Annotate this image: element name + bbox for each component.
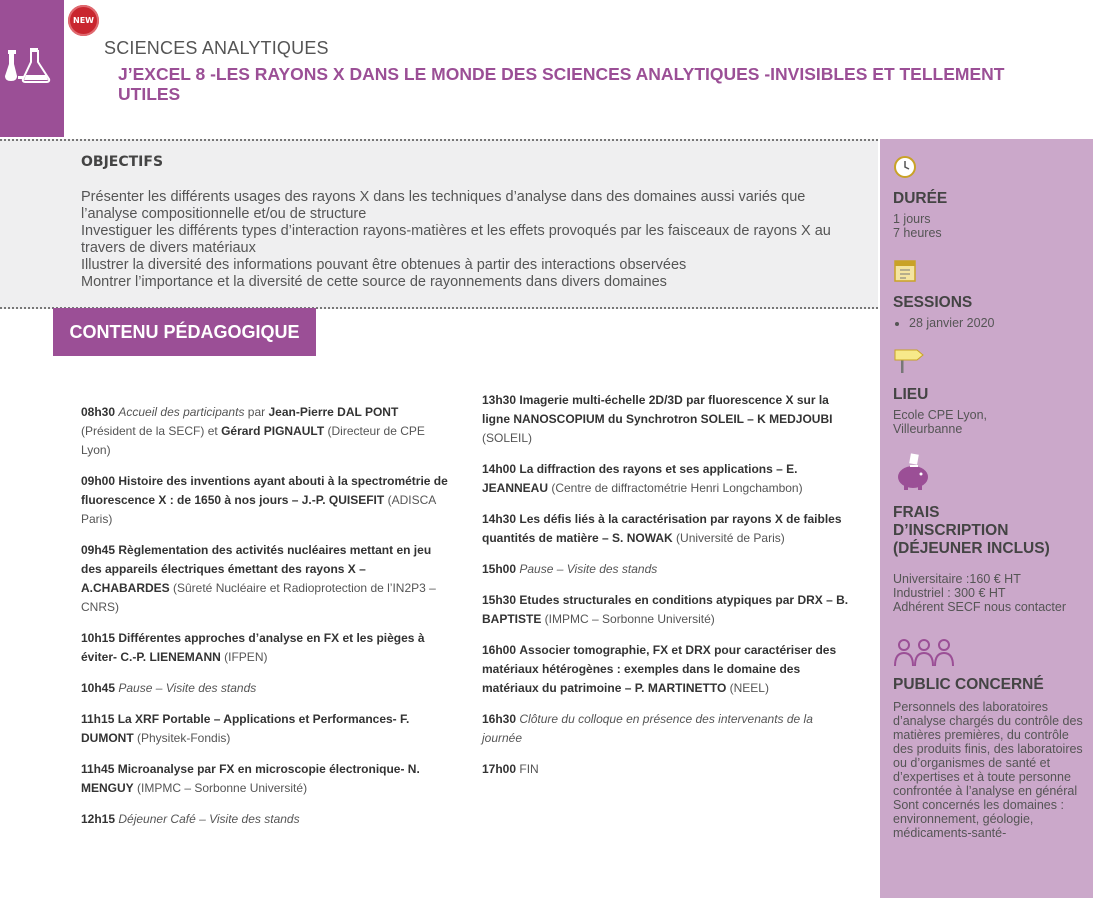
category-label: SCIENCES ANALYTIQUES bbox=[104, 38, 329, 58]
program-entry bbox=[81, 760, 453, 798]
program-entry bbox=[81, 710, 453, 748]
program-entry bbox=[81, 810, 453, 829]
program-entry bbox=[482, 710, 854, 748]
objectives-section bbox=[0, 139, 878, 309]
signpost-icon bbox=[893, 347, 925, 373]
frais-title-3: (DÉJEUNER INCLUS) bbox=[893, 540, 1050, 557]
program-time: 11h45 bbox=[81, 762, 115, 776]
program-entry bbox=[482, 460, 854, 498]
program-text: (IMPMC – Sorbonne Université) bbox=[133, 781, 308, 795]
program-text: La XRF Portable – Applications et Performances- F. DUMONT bbox=[81, 712, 410, 745]
lieu-city: Villeurbanne bbox=[893, 422, 963, 436]
duree-title: DURÉE bbox=[893, 190, 948, 207]
program-text: Jean-Pierre DAL PONT bbox=[268, 405, 399, 419]
program-text: Imagerie multi-échelle 2D/3D par fluorescence X sur la ligne NANOSCOPIUM du Synchrotron SOLEIL – K MEDJOUBI bbox=[482, 393, 833, 426]
objective-item: Montrer l’importance et la diversité de cette source de rayonnements dans divers domaines bbox=[81, 274, 667, 290]
program-text: (Président de la SECF) et bbox=[81, 424, 222, 438]
program-entry bbox=[81, 629, 453, 667]
program-entry bbox=[81, 472, 453, 529]
sessions-section bbox=[893, 257, 1088, 330]
program-time: 17h00 bbox=[482, 762, 517, 776]
program-text: (Sûreté Nucléaire et Radioprotection de l’IN2P3 – CNRS) bbox=[81, 581, 436, 614]
program-entry bbox=[81, 541, 453, 617]
program-text: Déjeuner Café – Visite des stands bbox=[118, 812, 300, 826]
session-date: • 28 janvier 2020 bbox=[909, 316, 1088, 330]
program-time: 14h00 bbox=[482, 462, 517, 476]
calendar-icon bbox=[893, 257, 917, 283]
program-text: (ADISCA Paris) bbox=[81, 493, 436, 526]
program-text: (Centre de diffractométrie Henri Longchambon) bbox=[548, 481, 803, 495]
program-text: (IMPMC – Sorbonne Université) bbox=[541, 612, 715, 626]
program-text: Différentes approches d’analyse en FX et les pièges à éviter- C.-P. LIENEMANN bbox=[81, 631, 425, 664]
program-entry bbox=[482, 591, 854, 629]
program-column-left bbox=[81, 403, 453, 841]
program-time: 15h00 bbox=[482, 562, 517, 576]
frais-section bbox=[893, 451, 1088, 614]
program-text: (Directeur de CPE Lyon) bbox=[81, 424, 425, 457]
program-text: Etudes structurales en conditions atypiques par DRX – B. BAPTISTE bbox=[482, 593, 849, 626]
frais-title-2: D’INSCRIPTION bbox=[893, 522, 1009, 539]
people-icon bbox=[893, 637, 955, 667]
program-text: par bbox=[244, 405, 269, 419]
duree-section bbox=[893, 155, 1088, 240]
program-text: Pause – Visite des stands bbox=[118, 681, 257, 695]
program-time: 08h30 bbox=[81, 405, 116, 419]
lieu-place: Ecole CPE Lyon, bbox=[893, 408, 988, 422]
program-text: (SOLEIL) bbox=[482, 431, 533, 445]
frais-adherent: Adhérent SECF nous contacter bbox=[893, 600, 1067, 614]
objectives-list bbox=[81, 189, 851, 291]
program-time: 10h45 bbox=[81, 681, 116, 695]
new-badge: NEW bbox=[68, 5, 99, 36]
info-sidebar bbox=[880, 139, 1093, 898]
objective-item: Illustrer la diversité des informations pouvant être obtenues à partir des interactions observées bbox=[81, 257, 687, 273]
program-time: 13h30 bbox=[482, 393, 517, 407]
program-time: 16h30 bbox=[482, 712, 517, 726]
lab-flask-icon bbox=[4, 46, 54, 84]
program-entry bbox=[81, 679, 453, 698]
program-entry bbox=[482, 760, 854, 779]
clock-icon bbox=[893, 155, 917, 179]
program-text: Histoire des inventions ayant abouti à la spectrométrie de fluorescence X : de 1650 à nos jours – J.-P. QUISEFIT bbox=[81, 474, 448, 507]
program-time: 15h30 bbox=[482, 593, 517, 607]
contenu-pedagogique-button[interactable]: CONTENU PÉDAGOGIQUE bbox=[53, 308, 316, 356]
program-text: Associer tomographie, FX et DRX pour caractériser des matériaux hétérogènes : exemples dans le domaine des matériaux du patrimoine – P. MARTINETTO bbox=[482, 643, 837, 695]
sessions-list bbox=[893, 316, 1088, 330]
lieu-section bbox=[893, 347, 1088, 436]
frais-industriel: Industriel : 300 € HT bbox=[893, 586, 1006, 600]
piggy-bank-icon bbox=[893, 451, 933, 491]
lieu-title: LIEU bbox=[893, 386, 929, 403]
program-text: Accueil des participants bbox=[118, 405, 245, 419]
program-text: (IFPEN) bbox=[220, 650, 268, 664]
objective-item: Présenter les différents usages des rayons X dans les techniques d’analyse dans des domaines aussi variés que l’analyse compositionnelle et/ou de structure bbox=[81, 189, 806, 222]
program-entry bbox=[81, 403, 453, 460]
program-text: (Université de Paris) bbox=[672, 531, 785, 545]
frais-universitaire: Universitaire :160 € HT bbox=[893, 572, 1021, 586]
category-icon-block bbox=[0, 0, 64, 137]
program-time: 09h00 bbox=[81, 474, 116, 488]
program-entry bbox=[482, 391, 854, 448]
program-time: 10h15 bbox=[81, 631, 116, 645]
public-text: Personnels des laboratoires d’analyse chargés du contrôle des matières premières, du contrôle des produits finis, des laboratoires ou d’organismes de santé et d’expertises et à toute personne confrontée à l’analyse en général Sont concernés les domaines : environnement, géologie, médicaments-santé- bbox=[893, 700, 1083, 840]
program-text: (Physitek-Fondis) bbox=[133, 731, 231, 745]
program-entry bbox=[482, 641, 854, 698]
duree-days: 1 jours bbox=[893, 212, 931, 226]
program-text: La diffraction des rayons et ses applications – E. JEANNEAU bbox=[482, 462, 798, 495]
program-text: Gérard PIGNAULT bbox=[221, 424, 325, 438]
program-time: 16h00 bbox=[482, 643, 517, 657]
program-text: Microanalyse par FX en microscopie électronique- N. MENGUY bbox=[81, 762, 420, 795]
program-time: 12h15 bbox=[81, 812, 116, 826]
program-time: 14h30 bbox=[482, 512, 517, 526]
program-text: Pause – Visite des stands bbox=[519, 562, 658, 576]
program-entry bbox=[482, 560, 854, 579]
program-column-right bbox=[482, 391, 854, 791]
program-entry bbox=[482, 510, 854, 548]
program-text: Clôture du colloque en présence des intervenants de la journée bbox=[482, 712, 813, 745]
objectives-heading: OBJECTIFS bbox=[81, 154, 164, 170]
objective-item: Investiguer les différents types d’interaction rayons-matières et les effets provoqués par les faisceaux de rayons X au travers de divers matériaux bbox=[81, 223, 831, 256]
public-title: PUBLIC CONCERNÉ bbox=[893, 676, 1044, 693]
program-time: 09h45 bbox=[81, 543, 116, 557]
page-title: J’EXCEL 8 -LES RAYONS X DANS LE MONDE DES SCIENCES ANALYTIQUES -INVISIBLES ET TELLEMENT UTILES bbox=[118, 64, 1005, 104]
program-time: 11h15 bbox=[81, 712, 115, 726]
public-section bbox=[893, 637, 1088, 840]
program-text: FIN bbox=[519, 762, 539, 776]
sessions-title: SESSIONS bbox=[893, 294, 973, 311]
program-text: Les défis liés à la caractérisation par rayons X de faibles quantités de matière – S. NOWAK bbox=[482, 512, 842, 545]
duree-hours: 7 heures bbox=[893, 226, 942, 240]
frais-title-1: FRAIS bbox=[893, 504, 940, 521]
program-text: (NEEL) bbox=[726, 681, 769, 695]
program-text: Règlementation des activités nucléaires mettant en jeu des appareils électriques émettant des rayons X – A.CHABARDES bbox=[81, 543, 432, 595]
